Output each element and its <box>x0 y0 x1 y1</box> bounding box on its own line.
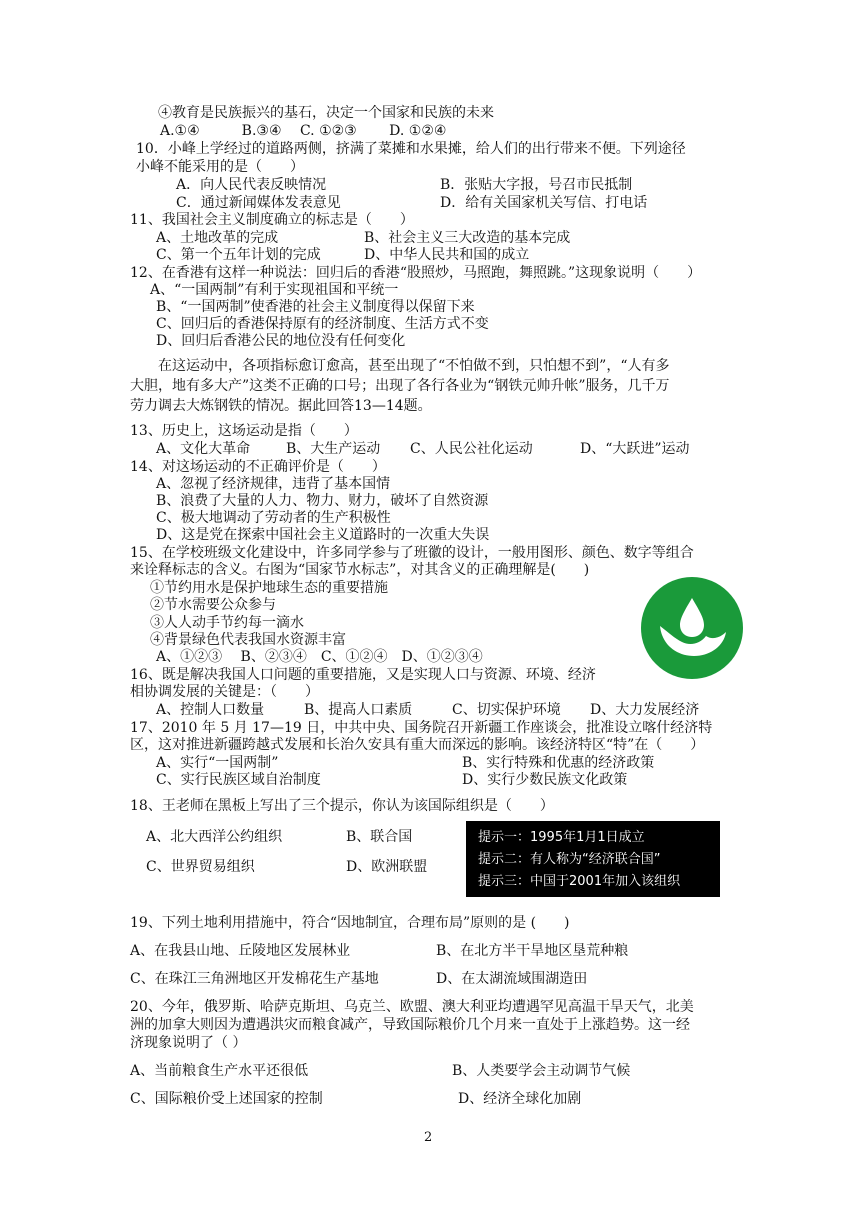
q13-option-d: D、“大跃进”运动 <box>580 441 690 457</box>
q9-options: A.①④ B.③④ C. ①②③ D. ①②④ <box>160 123 447 139</box>
q10-option-a: A．向人民代表反映情况 <box>176 177 327 193</box>
q19-option-d: D、在太湖流域围湖造田 <box>436 971 588 987</box>
q19-option-c: C、在珠江三角洲地区开发棉花生产基地 <box>130 971 379 987</box>
q12-option-b: B、“一国两制”使香港的社会主义制度得以保留下来 <box>156 299 475 315</box>
q16-option-c: C、切实保护环境 <box>452 702 561 718</box>
q14-option-c: C、极大地调动了劳动者的生产积极性 <box>156 510 391 526</box>
passage-line3: 劳力调去大炼钢铁的情况。据此回答13—14题。 <box>130 398 432 414</box>
q20-option-b: B、人类要学会主动调节气候 <box>452 1063 631 1079</box>
q12-option-c: C、回归后的香港保持原有的经济制度、生活方式不变 <box>156 316 489 332</box>
q18-option-c: C、世界贸易组织 <box>146 859 255 875</box>
q13-option-c: C、人民公社化运动 <box>410 441 533 457</box>
q11-stem: 11、我国社会主义制度确立的标志是（ ） <box>130 212 414 228</box>
q20-option-c: C、国际粮价受上述国家的控制 <box>130 1091 323 1107</box>
q10-option-c: C．通过新闻媒体发表意见 <box>176 195 341 211</box>
q13-option-b: B、大生产运动 <box>286 441 381 457</box>
water-saving-logo <box>640 576 744 680</box>
q17-option-d: D、实行少数民族文化政策 <box>462 772 628 788</box>
q17-stem-line2: 区，这对推进新疆跨越式发展和长治久安具有重大而深远的影响。该经济特区“特”在（ ） <box>130 737 705 753</box>
hint-one: 提示一：1995年1月1日成立 <box>478 830 645 845</box>
hint-three: 提示三：中国于2001年加入该组织 <box>478 874 681 889</box>
q11-option-b: B、社会主义三大改造的基本完成 <box>364 230 571 246</box>
blackboard-hints <box>466 821 720 897</box>
q15-item-4: ④背景绿色代表我国水资源丰富 <box>150 632 346 648</box>
q12-option-a: A、“一国两制”有利于实现祖国和平统一 <box>150 282 399 298</box>
q16-option-b: B、提高人口素质 <box>304 702 413 718</box>
q17-option-b: B、实行特殊和优惠的经济政策 <box>462 755 655 771</box>
q15-stem-line2: 来诠释标志的含义。右图为“国家节水标志”，对其含义的正确理解是( ) <box>130 562 590 578</box>
q20-stem-line2: 洲的加拿大则因为遭遇洪灾而粮食减产，导致国际粮价几个月来一直处于上涨趋势。这一经 <box>130 1017 690 1033</box>
q9-item-4: ④教育是民族振兴的基石，决定一个国家和民族的未来 <box>158 105 494 121</box>
q20-option-a: A、当前粮食生产水平还很低 <box>130 1063 309 1079</box>
q11-option-a: A、土地改革的完成 <box>156 230 279 246</box>
q20-option-d: D、经济全球化加剧 <box>458 1091 582 1107</box>
q10-option-d: D．给有关国家机关写信、打电话 <box>440 195 648 211</box>
q20-stem-line3: 济现象说明了（ ） <box>130 1035 247 1051</box>
q11-option-c: C、第一个五年计划的完成 <box>156 247 321 263</box>
q16-option-a: A、控制人口数量 <box>156 702 265 718</box>
q13-option-a: A、文化大革命 <box>156 441 251 457</box>
q10-stem-line2: 小峰不能采用的是（ ） <box>136 159 304 175</box>
q18-option-a: A、北大西洋公约组织 <box>146 829 283 845</box>
q19-option-b: B、在北方半干旱地区垦荒种粮 <box>436 943 629 959</box>
q17-option-a: A、实行“一国两制” <box>156 755 279 771</box>
q12-option-d: D、回归后香港公民的地位没有任何变化 <box>156 333 406 349</box>
passage-line2: 大胆，地有多大产”这类不正确的口号；出现了各行各业为“钢铁元帅升帐”服务，几千万 <box>130 378 670 394</box>
q15-item-3: ③人人动手节约每一滴水 <box>150 615 304 631</box>
q14-option-a: A、忽视了经济规律，违背了基本国情 <box>156 476 391 492</box>
q14-option-d: D、这是党在探索中国社会主义道路时的一次重大失误 <box>156 527 490 543</box>
q15-item-1: ①节约用水是保护地球生态的重要措施 <box>150 580 388 596</box>
q13-stem: 13、历史上，这场运动是指（ ） <box>130 423 358 439</box>
q18-option-b: B、联合国 <box>346 829 413 845</box>
q19-option-a: A、在我县山地、丘陵地区发展林业 <box>130 943 351 959</box>
q15-options: A、①②③ B、②③④ C、①②④ D、①②③④ <box>156 649 483 665</box>
q11-option-d: D、中华人民共和国的成立 <box>364 247 530 263</box>
q14-stem: 14、对这场运动的不正确评价是（ ） <box>130 459 386 475</box>
q10-stem-line1: 10．小峰上学经过的道路两侧，挤满了菜摊和水果摊，给人们的出行带来不便。下列途径 <box>136 141 686 157</box>
q16-stem-line1: 16、既是解决我国人口问题的重要措施，又是实现人口与资源、环境、经济 <box>130 667 596 683</box>
q18-stem: 18、王老师在黑板上写出了三个提示，你认为该国际组织是（ ） <box>130 798 554 814</box>
q12-stem: 12、在香港有这样一种说法：回归后的香港“股照炒，马照跑，舞照跳。”这现象说明（ ） <box>130 265 702 281</box>
q15-stem-line1: 15、在学校班级文化建设中，许多同学参与了班徽的设计，一般用图形、颜色、数字等组合 <box>130 545 694 561</box>
q10-option-b: B．张贴大字报，号召市民抵制 <box>440 177 633 193</box>
q15-item-2: ②节水需要公众参与 <box>150 597 276 613</box>
q19-stem: 19、下列土地利用措施中，符合“因地制宜，合理布局”原则的是 ( ) <box>130 915 570 931</box>
q16-stem-line2: 相协调发展的关键是：（ ） <box>130 684 319 700</box>
hint-two: 提示二：有人称为“经济联合国” <box>478 852 661 867</box>
page-number: 2 <box>424 1130 433 1145</box>
q16-option-d: D、大力发展经济 <box>590 702 700 718</box>
q14-option-b: B、浪费了大量的人力、物力、财力，破坏了自然资源 <box>156 493 489 509</box>
q20-stem-line1: 20、今年，俄罗斯、哈萨克斯坦、乌克兰、欧盟、澳大利亚均遭遇罕见高温干旱天气，北美 <box>130 999 694 1015</box>
passage-line1: 在这运动中，各项指标愈订愈高，甚至出现了“不怕做不到，只怕想不到”，“人有多 <box>158 358 670 374</box>
q17-option-c: C、实行民族区域自治制度 <box>156 772 321 788</box>
water-saving-icon <box>640 576 744 680</box>
q18-option-d: D、欧洲联盟 <box>346 859 428 875</box>
q17-stem-line1: 17、2010 年 5 月 17—19 日，中共中央、国务院召开新疆工作座谈会，批准设立喀什经济特 <box>130 720 713 736</box>
